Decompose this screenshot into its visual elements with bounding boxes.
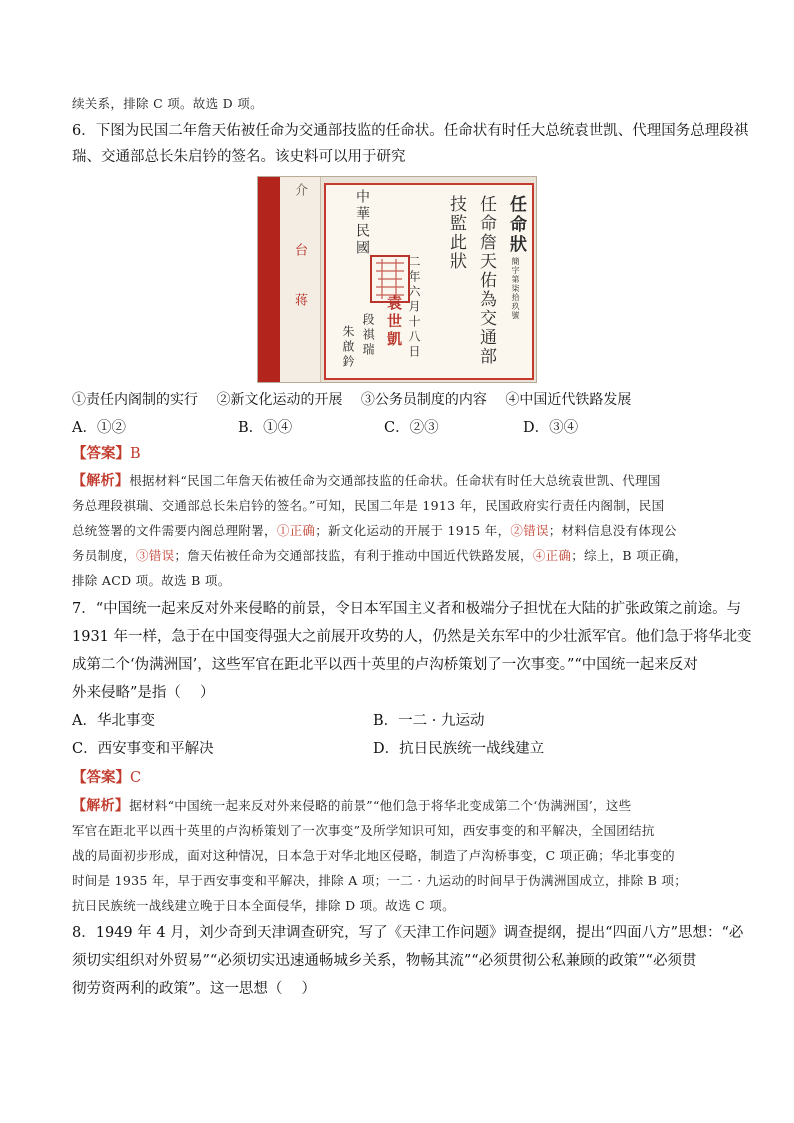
q7-option-c[interactable]: C．西安事变和平解决 — [72, 741, 214, 757]
q6-answer: 【答案】B — [72, 445, 141, 462]
cert-text-col1: 任命詹天佑為交通部 — [476, 195, 496, 366]
q6-explanation-line4: 务员制度，③错误；詹天佑被任命为交通部技监，有利于推动中国近代铁路发展，④正确；综上，B 项正确， — [72, 548, 688, 563]
q7-answer: 【答案】C — [72, 769, 142, 786]
q6-explanation-line5: 排除 ACD 项。故选 B 项。 — [72, 573, 231, 588]
q7-explanation-line4: 时间是 1935 年，早于西安事变和平解决，排除 A 项；一二 · 九运动的时间早于伪满洲国成立，排除 B 项； — [72, 873, 688, 888]
q6-stem-line1: 6．下图为民国二年詹天佑被任命为交通部技监的任命状。任命状有时任大总统袁世凯、代理国务总理段祺 — [72, 123, 749, 139]
q7-option-b[interactable]: B．一二 · 九运动 — [373, 713, 485, 729]
signature-duan: 段祺瑞 — [361, 313, 375, 358]
signature-zhu: 朱啟鈐 — [341, 325, 355, 370]
q6-explanation-line1: 【解析】根据材料“民国二年詹天佑被任命为交通部技监的任命状。任命状有时任大总统袁世凯、代理国 — [72, 473, 661, 489]
q6-option-b[interactable]: B．①④ — [238, 420, 293, 436]
envelope-char-3: 蒋 — [292, 293, 307, 309]
q7-stem-line3: 成第二个‘伪满洲国’，这些军官在距北平以西十英里的卢沟桥策划了一次事变。”“中国统一起来反对 — [72, 657, 698, 673]
q7-stem-line2: 1931 年一样，急于在中国变得强大之前展开攻势的人，仍然是关东军中的少壮派军官。他们急于将华北变 — [72, 629, 752, 645]
q8-stem-line2: 须切实组织对外贸易”“必须切实迅速通畅城乡关系，物畅其流”“必须贯彻公私兼顾的政策”“必须贯 — [72, 953, 697, 969]
q8-stem-line1: 8．1949 年 4 月，刘少奇到天津调查研究，写了《天津工作问题》调查提纲，提出“四面八方”思想：“必 — [72, 925, 744, 941]
q6-items: ①责任内阁制的实行 ②新文化运动的开展 ③公务员制度的内容 ④中国近代铁路发展 — [72, 392, 632, 408]
q6-option-c[interactable]: C．②③ — [384, 420, 439, 436]
q7-explanation-line2: 军官在距北平以西十英里的卢沟桥策划了一次事变”及所学知识可知，西安事变的和平解决，全国团结抗 — [72, 823, 655, 838]
q6-explanation-line3: 总统签署的文件需要内阁总理附署，①正确；新文化运动的开展于 1915 年，②错误；材料信息没有体现公 — [72, 523, 677, 538]
cert-date-republic: 中華民國 — [354, 189, 370, 257]
q6-option-d[interactable]: D．③④ — [523, 420, 579, 436]
envelope-char-1: 介 — [292, 183, 307, 199]
q7-explanation-line5: 抗日民族统一战线建立晚于日本全面侵华，排除 D 项。故选 C 项。 — [72, 898, 455, 913]
cert-text-col2: 技監此狀 — [446, 195, 466, 271]
q6-stem-line2: 瑞、交通部总长朱启钤的签名。该史料可以用于研究 — [72, 149, 406, 165]
q7-explanation-line3: 战的局面初步形成，面对这种情况，日本急于对华北地区侵略，制造了卢沟桥事变，C 项正确；华北事变的 — [72, 848, 675, 863]
q7-explanation-line1: 【解析】据材料“中国统一起来反对外来侵略的前景”“他们急于将华北变成第二个‘伪满洲国’，这些 — [72, 798, 632, 814]
appointment-certificate-photo — [257, 176, 537, 383]
envelope-strip — [280, 177, 321, 382]
envelope-char-2: 台 — [292, 243, 307, 259]
q6-explanation-line2: 务总理段祺瑞、交通部总长朱启钤的签名。”可知，民国二年是 1913 年，民国政府实行责任内阁制，民国 — [72, 498, 665, 513]
q8-stem-line3: 彻劳资两利的政策”。这一思想（ ） — [72, 981, 317, 997]
q6-option-a[interactable]: A．①② — [72, 420, 126, 436]
red-band — [258, 177, 280, 382]
certificate-paper — [324, 183, 534, 380]
q7-stem-line4: 外来侵略”是指（ ） — [72, 685, 215, 701]
signature-yuan: 袁世凱 — [385, 295, 403, 349]
cert-date: 二年六月十八日 — [407, 255, 421, 360]
q7-option-d[interactable]: D．抗日民族统一战线建立 — [373, 741, 545, 757]
q7-option-a[interactable]: A．华北事变 — [72, 713, 155, 729]
prev-explanation-tail: 续关系，排除 C 项。故选 D 项。 — [72, 96, 263, 111]
q7-stem-line1: 7．“中国统一起来反对外来侵略的前景，令日本军国主义者和极端分子担忧在大陆的扩张政策之前途。与 — [72, 601, 742, 617]
cert-title: 任命狀 — [506, 195, 526, 255]
cert-serial: 簡字第柒拾玖號 — [511, 257, 520, 320]
